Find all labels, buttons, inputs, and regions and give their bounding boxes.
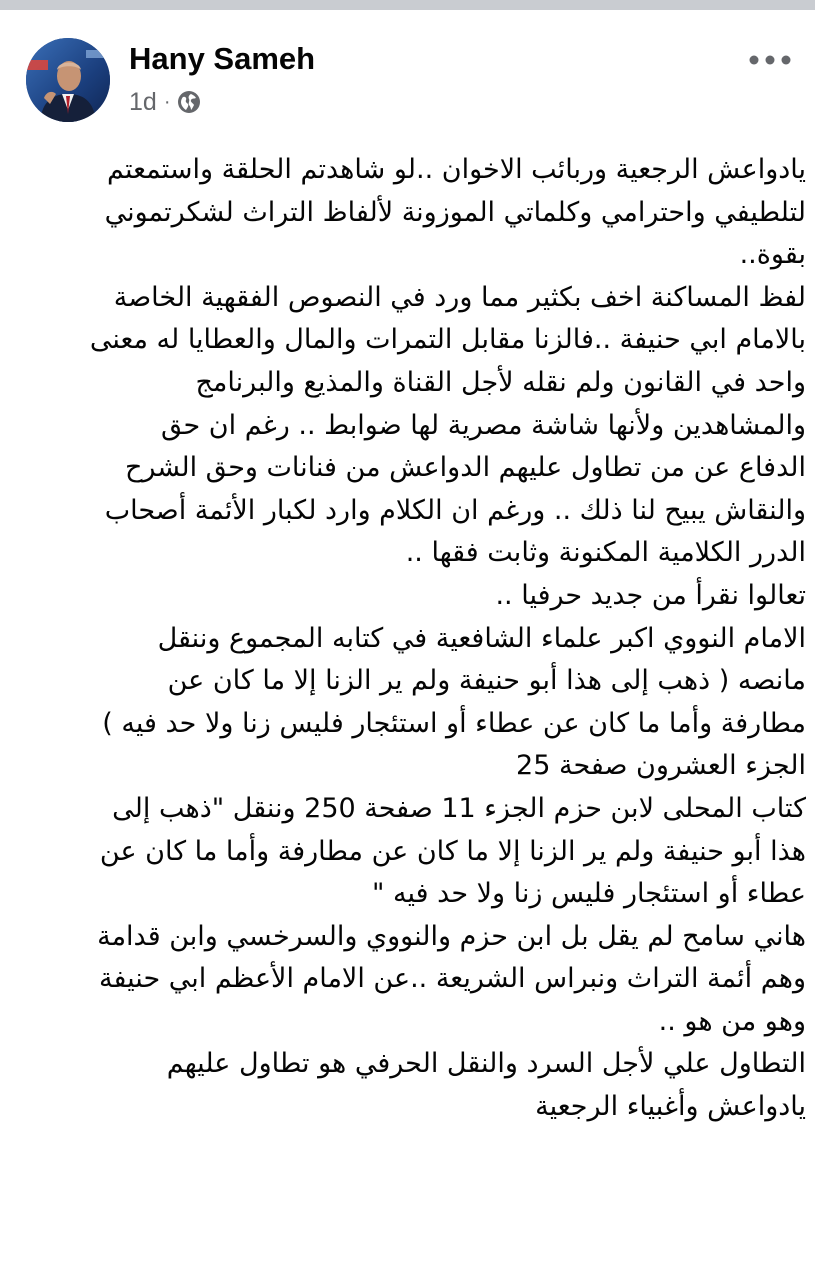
avatar[interactable] [26,38,110,122]
post-text-line: والنقاش يبيح لنا ذلك .. ورغم ان الكلام وارد لكبار الأئمة أصحاب [104,494,806,526]
post-text-line: لفظ المساكنة اخف بكثير مما ورد في النصوص الفقهية الخاصة [113,281,806,313]
author-name[interactable]: Hany Sameh [129,41,316,76]
post-text-line: الامام النووي اكبر علماء الشافعية في كتابه المجموع وننقل [157,622,806,654]
post-text-line: مانصه ( ذهب إلى هذا أبو حنيفة ولم ير الزنا إلا ما كان عن [167,665,806,697]
post-text-line: يادواعش الرجعية وربائب الاخوان ..لو شاهدتم الحلقة واستمعتم [107,154,806,185]
post-text-line: الدرر الكلامية المكنونة وثابت فقها .. [405,537,806,569]
post-text-line: واحد في القانون ولم نقله لأجل القناة والمذيع والبرنامج [195,366,806,398]
avatar-image [26,38,110,122]
post-text-line: التطاول علي لأجل السرد والنقل الحرفي هو تطاول عليهم [166,1048,806,1080]
post-text-line: بالامام ابي حنيفة ..فالزنا مقابل التمرات والمال والعطايا له معنى [89,324,806,356]
post-card [0,10,815,1280]
post-text-line: الدفاع عن من تطاول عليهم الدواعش من فنانات وحق الشرح [124,452,806,484]
post-text-line: والمشاهدين ولأنها شاشة مصرية لها ضوابط .. رغم ان حق [161,409,806,441]
post-text-line: يادواعش وأغبياء الرجعية [535,1091,806,1123]
post-timestamp[interactable]: 1d [129,87,157,116]
post-meta [129,86,201,118]
post-text-line: لتلطيفي واحترامي وكلماتي الموزونة لألفاظ التراث لشكرتموني [104,196,806,228]
post-text-line: وهو من هو .. [658,1005,806,1037]
post-text-line: وهم أئمة التراث ونبراس الشريعة ..عن الامام الأعظم ابي حنيفة [99,963,806,995]
post-text-line: هاني سامح لم يقل بل ابن حزم والنووي والسرخسي وابن قدامة [97,920,806,952]
globe-icon[interactable] [177,90,201,114]
post-text-line: بقوة.. [739,239,806,271]
post-text-line: هذا أبو حنيفة ولم ير الزنا إلا ما كان عن مطارفة وأما ما كان عن [99,835,806,867]
feed-separator [0,0,815,10]
post-text-line: كتاب المحلى لابن حزم الجزء 11 صفحة 250 وننقل "ذهب إلى [112,792,806,824]
post-text-line: عطاء أو استئجار فليس زنا ولا حد فيه " [372,878,806,910]
meta-separator: · [163,90,171,113]
more-options-button[interactable] [742,40,798,80]
post-text-line: تعالوا نقرأ من جديد حرفيا .. [495,579,806,611]
more-options-icon [749,55,791,65]
post-body [10,149,806,1129]
post-text-line: مطارفة وأما ما كان عن عطاء أو استئجار فليس زنا ولا حد فيه ) [102,707,806,739]
post-text-line: الجزء العشرون صفحة 25 [516,750,806,782]
